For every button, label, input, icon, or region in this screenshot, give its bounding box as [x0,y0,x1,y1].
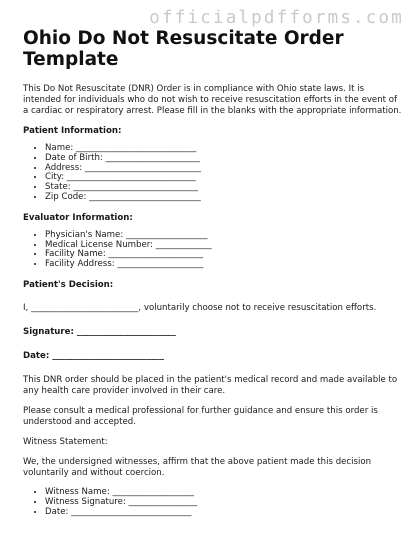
signature-field: Signature: _______________________ [23,326,176,337]
facility-address-field: • Facility Address: ____________________ [45,260,403,270]
witness-signature-field: • Witness Signature: ________________ [45,498,403,508]
title-line-2: Template [23,49,119,70]
date-field: Date: __________________________ [23,350,165,361]
record-note: This DNR order should be placed in the patient's medical record and made available to any health care provider involved in their care. [23,374,398,396]
patient-zip-field: • Zip Code: __________________________ [45,193,403,203]
medical-license-field: • Medical License Number: _____________ [45,241,403,251]
document-page [23,28,403,527]
consult-note: Please consult a medical professional for further guidance and ensure this order is understood and accepted. [23,405,378,427]
watermark: officialpdfforms.com [149,8,404,28]
patient-name-field: • Name: ____________________________ [45,144,403,154]
physician-name-field: • Physician's Name: ___________________ [45,231,403,241]
patient-decision-heading: Patient's Decision: [23,279,114,290]
patient-city-field: • City: ______________________________ [45,173,403,183]
document-title [23,28,403,70]
witness-list [23,488,403,517]
evaluator-info-list [23,231,403,270]
facility-name-field: • Facility Name: ______________________ [45,250,403,260]
witness-affirmation: We, the undersigned witnesses, affirm that the above patient made this decision voluntarily and without coercion. [23,456,372,478]
witness-name-field: • Witness Name: ___________________ [45,488,403,498]
patient-state-field: • State: _____________________________ [45,183,403,193]
patient-info-heading: Patient Information: [23,126,122,136]
patient-address-field: • Address: ___________________________ [45,164,403,174]
title-line-1: Ohio Do Not Resuscitate Order [23,28,344,49]
patient-dob-field: • Date of Birth: ______________________ [45,154,403,164]
witness-date-field: • Date: ____________________________ [45,508,403,518]
patient-info-list [23,144,403,203]
intro-paragraph: This Do Not Resuscitate (DNR) Order is in compliance with Ohio state laws. It is intended for individuals who do not wish to receive resuscitation efforts in the event of a cardiac or respiratory arrest. Please fill in the blanks with the appropriate information. [23,84,402,116]
evaluator-info-heading: Evaluator Information: [23,212,133,223]
witness-heading: Witness Statement: [23,436,108,447]
decision-statement: I, _________________________, voluntarily choose not to receive resuscitation efforts. [23,302,377,313]
